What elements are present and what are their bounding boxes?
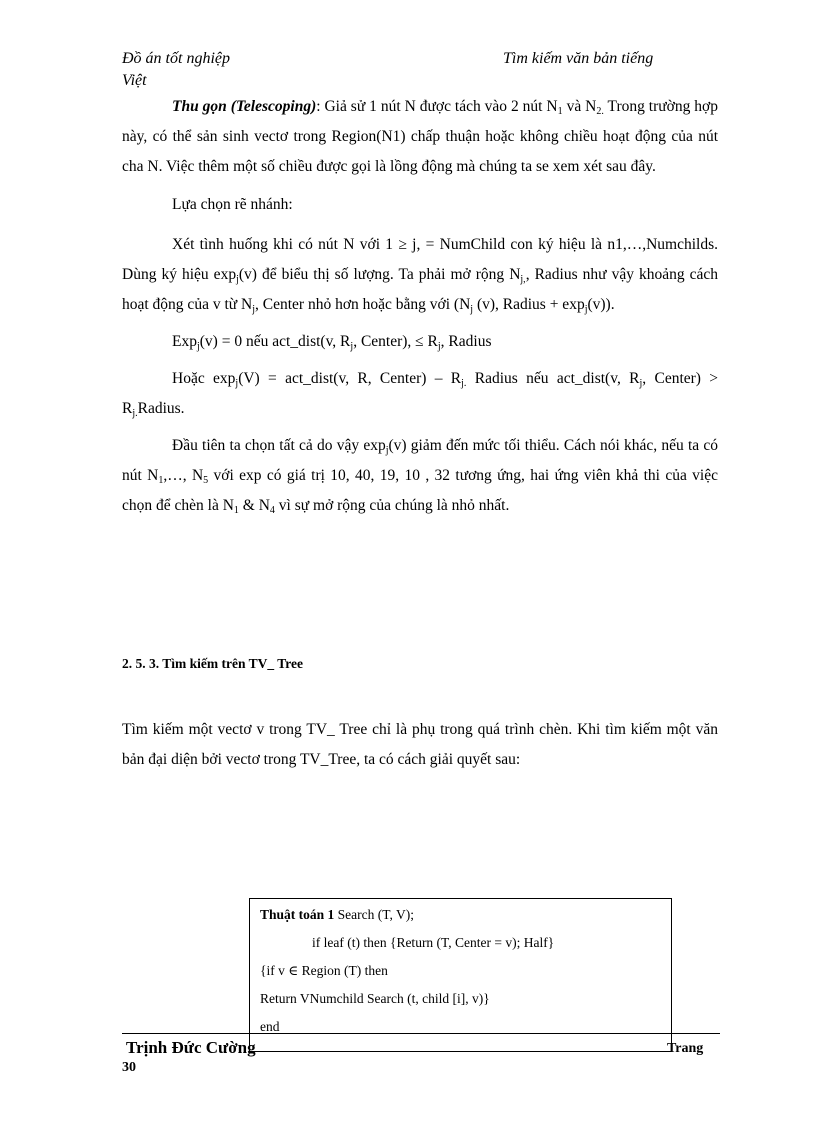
footer-page-number: 30	[122, 1060, 136, 1075]
algorithm-box	[249, 898, 672, 1052]
algorithm-title: Thuật toán 1	[260, 907, 335, 922]
section-heading: 2. 5. 3. Tìm kiếm trên TV_ Tree	[122, 656, 303, 671]
footer-page-label: Trang	[667, 1041, 704, 1056]
paragraph-exp-formula: Exp$_j$(v) = 0 nếu act_dist(v, $R_j$, Center), ≤ $R_j$, Radius	[172, 333, 492, 352]
paragraph-branch-choice: Lựa chọn rẽ nhánh:	[172, 196, 293, 213]
algorithm-line-5: end	[260, 1019, 280, 1034]
paragraph-telescoping: Thu gọn (Telescoping): Giả sử 1 nút N được tách vào 2 nút $N_1$ và $N_{2.}$ Trong trường hợp này, có thể sản sinh vectơ trong Region(N1) chấp thuận hoặc không chiều hoạt động của nút cha N. Việc thêm một số chiều được gọi là lồng động mà chúng ta se xem xét sau đây.	[122, 98, 718, 175]
algorithm-line-3: {if v ∈ Region (T) then	[260, 963, 388, 978]
paragraph-situation: Xét tình huống khi có nút N với 1 ≥ j, = NumChild con ký hiệu là n1,…,Numchilds. Dùng ký hiệu $\exp_j(v)$ để biểu thị số lượng. Ta phải mở rộng $N_{j,}$, Radius như vậy khoảng cách hoạt động của v từ $N_j$, Center nhỏ hơn hoặc bằng với ($N_j$ (v), Radius + $\exp_j(v)$).	[122, 236, 719, 315]
algorithm-line-4: Return VNumchild Search (t, child [i], v)}	[260, 991, 490, 1006]
header-right: Tìm kiếm văn bản tiếng	[503, 50, 654, 67]
term-telescoping: Thu gọn (Telescoping)	[172, 98, 317, 115]
footer-rule	[122, 1033, 720, 1034]
algorithm-line-1: Thuật toán 1 Search (T, V);	[260, 907, 415, 922]
algorithm-line-2: if leaf (t) then {Return (T, Center = v); Half}	[312, 935, 555, 950]
paragraph-first-choose: Đầu tiên ta chọn tất cả do vậy $\exp_j(v)$ giảm đến mức tối thiểu. Cách nói khác, nếu ta có nút $N_1,\dots$, $N_5$ với exp có giá trị 10, 40, 19, 10 , 32 tương ứng, hai ứng viên khả thi của việc chọn để chèn là $N_1$ & $N_4$ vì sự mở rộng của chúng là nhỏ nhất.	[122, 437, 719, 516]
footer-author: Trịnh Đức Cường	[126, 1038, 256, 1057]
page-body	[122, 92, 718, 521]
paragraph-search-intro: Tìm kiếm một vectơ v trong TV_ Tree chỉ là phụ trong quá trình chèn. Khi tìm kiếm một văn bản đại diện bởi vectơ trong TV_Tree, ta có cách giải quyết sau:	[122, 721, 718, 768]
paragraph-or-exp: Hoặc $\exp_j(V)$ = act_dist(v, R, Center) – $R_{j.}$ Radius nếu act_dist(v, $R_j$, Center) > $R_{j.}Radius$.	[122, 370, 719, 419]
header-wrap: Việt	[122, 72, 147, 89]
header-left: Đồ án tốt nghiệp	[122, 50, 230, 67]
